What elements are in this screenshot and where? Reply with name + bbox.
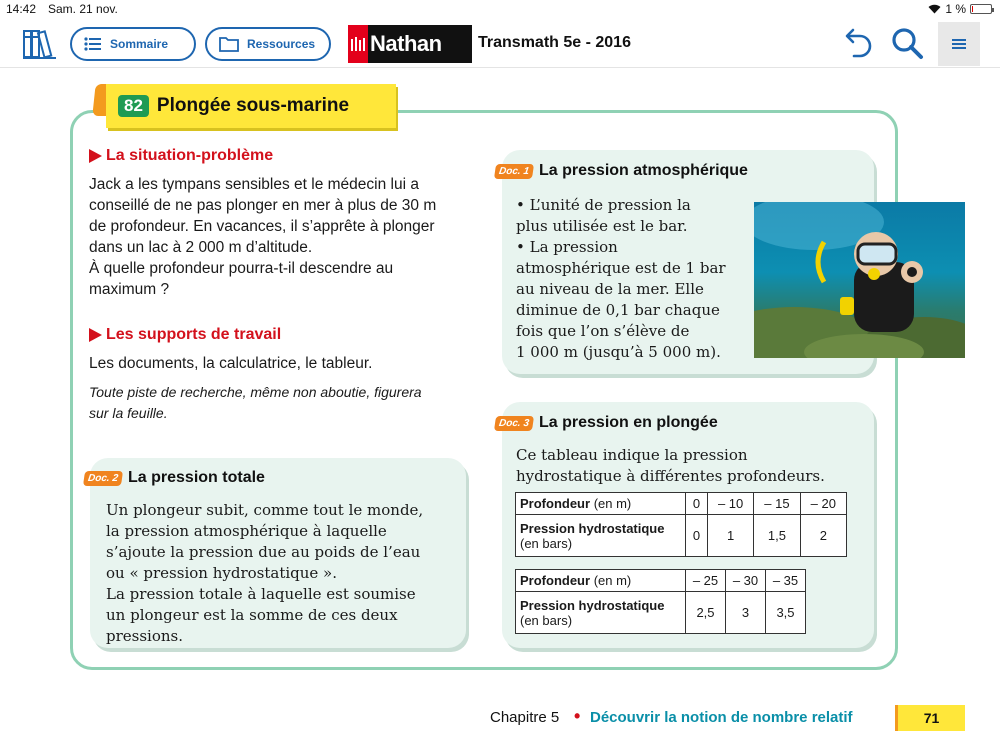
hamburger-icon: [952, 39, 966, 49]
list-icon: [84, 37, 102, 51]
status-time: 14:42: [6, 2, 37, 16]
situation-line: maximum ?: [89, 281, 170, 298]
exercise-number: 82: [118, 95, 149, 117]
battery-icon: [970, 4, 992, 14]
doc1-line: fois que l’on s’élève de: [516, 322, 690, 340]
table-cell: 3,5: [766, 592, 806, 634]
supports-heading-label: Les supports de travail: [106, 326, 282, 343]
battery-percent: 1 %: [945, 2, 966, 16]
triangle-bullet-icon: [89, 328, 102, 342]
exercise-title: Plongée sous-marine: [156, 95, 350, 116]
doc3-title: La pression en plongée: [539, 414, 718, 431]
doc2-line: Un plongeur subit, comme tout le monde,: [106, 501, 424, 519]
table-cell: – 20: [800, 493, 846, 515]
sommaire-label: Sommaire: [110, 37, 169, 51]
table-cell: – 25: [686, 570, 726, 592]
doc2-line: ou « pression hydrostatique ».: [106, 564, 337, 582]
doc1-line: atmosphérique est de 1 bar: [516, 259, 726, 277]
search-icon[interactable]: [890, 26, 924, 60]
situation-heading: [89, 147, 273, 165]
table-cell: – 30: [726, 570, 766, 592]
table-cell: 1,5: [754, 515, 800, 557]
table-cell: 0: [686, 493, 708, 515]
doc3-header: [495, 414, 718, 432]
doc1-tag: Doc. 1: [494, 164, 534, 179]
doc3-tag: Doc. 3: [494, 416, 534, 431]
doc2-line: un plongeur est la somme de ces deux: [106, 606, 398, 624]
doc1-line: diminue de 0,1 bar chaque: [516, 301, 720, 319]
book-title: Transmath 5e - 2016: [478, 34, 631, 51]
triangle-bullet-icon: [89, 149, 102, 163]
doc1-line: au niveau de la mer. Elle: [516, 280, 704, 298]
doc3-line: hydrostatique à différentes profondeurs.: [516, 467, 825, 485]
table-cell: 3: [726, 592, 766, 634]
exercise-title-banner: [106, 84, 396, 128]
table-cell: – 35: [766, 570, 806, 592]
publisher-logo: [348, 25, 472, 63]
doc2-text: [106, 500, 456, 647]
status-right: [928, 2, 992, 16]
publisher-name: Nathan: [370, 31, 442, 56]
menu-button[interactable]: [938, 22, 980, 66]
doc1-header: [495, 162, 748, 180]
page-number: 71: [895, 705, 965, 731]
situation-heading-label: La situation-problème: [106, 147, 274, 164]
doc1-line: • La pression: [516, 238, 618, 256]
table-cell: 2,5: [686, 592, 726, 634]
doc1-text: [516, 195, 756, 363]
pressure-table-1: [515, 492, 847, 557]
app-toolbar: [0, 20, 1000, 68]
doc1-line: 1 000 m (jusqu’à 5 000 m).: [516, 343, 721, 361]
ressources-button[interactable]: [205, 27, 331, 61]
scuba-diver-image: [754, 202, 965, 358]
pressure-table-2: [515, 569, 806, 634]
logo-mark: [348, 25, 368, 63]
sommaire-button[interactable]: [70, 27, 196, 61]
footer-separator: •: [574, 706, 581, 726]
doc3-text: [516, 445, 866, 487]
depth-row-label: Profondeur (en m): [516, 570, 686, 592]
depth-row-label: Profondeur (en m): [516, 493, 686, 515]
doc2-line: La pression totale à laquelle est soumise: [106, 585, 416, 603]
table-row: [516, 592, 806, 634]
footer-theme: Découvrir la notion de nombre relatif: [590, 709, 853, 726]
doc2-tag: Doc. 2: [83, 471, 123, 486]
status-date: Sam. 21 nov.: [48, 2, 118, 16]
supports-text: Les documents, la calculatrice, le tableur.: [89, 355, 373, 372]
doc1-title: La pression atmosphérique: [539, 162, 748, 179]
situation-line: Jack a les tympans sensibles et le médecin lui a: [89, 176, 419, 193]
table-row: [516, 515, 847, 557]
situation-text: [89, 174, 474, 300]
situation-line: conseillé de ne pas plonger en mer à plus de 30 m: [89, 197, 437, 214]
doc1-line: • L’unité de pression la: [516, 196, 691, 214]
library-icon[interactable]: [22, 28, 58, 60]
doc2-title: La pression totale: [128, 469, 265, 486]
pressure-row-label: Pression hydrostatique (en bars): [516, 515, 686, 557]
situation-line: dans un lac à 2 000 m d’altitude.: [89, 239, 313, 256]
ressources-label: Ressources: [247, 37, 316, 51]
table-cell: 1: [707, 515, 753, 557]
supports-heading: [89, 326, 281, 344]
undo-icon[interactable]: [840, 26, 874, 60]
doc2-line: pressions.: [106, 627, 183, 645]
table-cell: 0: [686, 515, 708, 557]
research-note: [89, 382, 474, 424]
table-cell: 2: [800, 515, 846, 557]
pressure-row-label: Pression hydrostatique (en bars): [516, 592, 686, 634]
footer-chapter: Chapitre 5: [490, 709, 560, 726]
situation-line: de profondeur. En vacances, il s’apprête à plonger: [89, 218, 435, 235]
doc2-line: s’ajoute la pression due au poids de l’eau: [106, 543, 421, 561]
table-row: [516, 570, 806, 592]
doc1-line: plus utilisée est le bar.: [516, 217, 688, 235]
table-cell: – 10: [707, 493, 753, 515]
doc2-line: la pression atmosphérique à laquelle: [106, 522, 387, 540]
status-bar: [0, 0, 1000, 20]
doc2-header: [84, 469, 265, 487]
table-row: [516, 493, 847, 515]
doc3-line: Ce tableau indique la pression: [516, 446, 748, 464]
folder-icon: [219, 36, 239, 52]
note-line: Toute piste de recherche, même non aboutie, figurera: [89, 384, 422, 400]
wifi-icon: [928, 4, 941, 14]
diver-photo: [754, 202, 965, 358]
table-cell: – 15: [754, 493, 800, 515]
situation-line: À quelle profondeur pourra-t-il descendre au: [89, 260, 394, 277]
note-line: sur la feuille.: [89, 405, 168, 421]
